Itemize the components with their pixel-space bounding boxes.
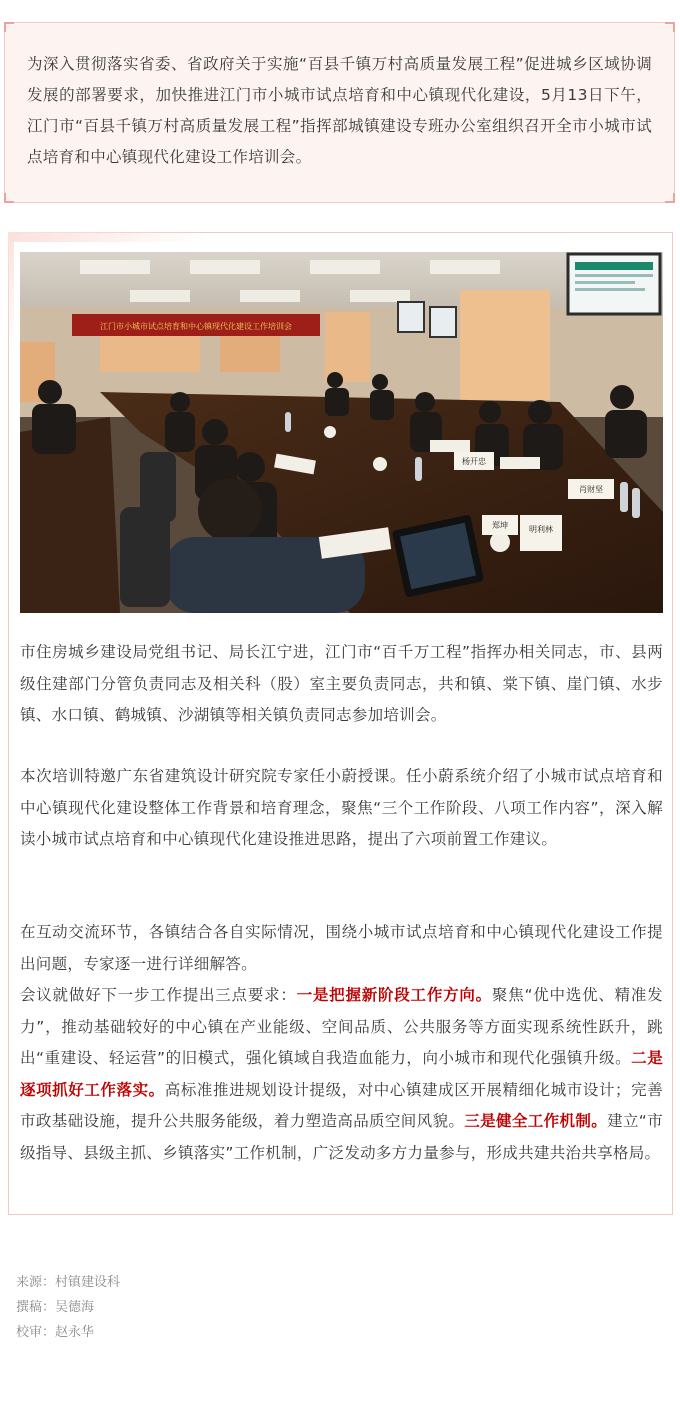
corner-ornament [4, 22, 14, 32]
requirement-3-heading: 三是健全工作机制。 [464, 1112, 608, 1130]
intro-paragraph: 为深入贯彻落实省委、省政府关于实施“百县千镇万村高质量发展工程”促进城乡区域协调发展的部署要求，加快推进江门市小城市试点培育和中心镇现代化建设，5月13日下午，江门市“百县千镇万村高质量发展工程”指挥部城镇建设专班办公室组织召开全市小城市试点培育和中心镇现代化建设工作培训会。 [27, 55, 652, 166]
article-paragraph-4 [20, 980, 663, 1169]
requirement-2-heading: 二是逐项抓好工作落实。 [20, 1049, 663, 1099]
requirement-2-text: 高标准推进规划设计提级，对中心镇建成区开展精细化城市设计；完善市政基础设施，提升公共服务能级，着力塑造高品质空间风貌。 [20, 1080, 664, 1130]
nameplate: 肖财坚 [579, 485, 603, 494]
credits [16, 1270, 120, 1345]
corner-ornament [665, 22, 675, 32]
requirement-1-heading: 一是把握新阶段工作方向。 [296, 986, 492, 1004]
requirement-1-text: 聚焦“优中选优、精准发力”，推动基础较好的中心镇在产业能级、空间品质、公共服务等方面实现系统性跃升，跳出“重建设、轻运营”的旧模式，强化镇域自我造血能力，向小城市和现代化强镇升级。 [20, 986, 663, 1067]
corner-ornament [4, 193, 14, 203]
article-paragraph-3: 在互动交流环节，各镇结合各自实际情况，围绕小城市试点培育和中心镇现代化建设工作提出问题，专家逐一进行详细解答。 [20, 923, 663, 973]
requirement-3-text: 建立“市级指导、县级主抓、乡镇落实”工作机制，广泛发动多方力量参与，形成共建共治共享格局。 [20, 1112, 664, 1162]
corner-ornament [665, 193, 675, 203]
credit-author: 撰稿：吴德海 [16, 1300, 95, 1315]
nameplate: 明利林 [529, 525, 553, 534]
nameplate: 郑坤 [492, 521, 508, 530]
credit-source: 来源：村镇建设科 [16, 1275, 121, 1290]
credit-reviewer: 校审：赵永华 [16, 1325, 95, 1340]
banner-text: 江门市小城市试点培育和中心镇现代化建设工作培训会 [100, 322, 292, 331]
corner-accent [8, 232, 14, 352]
nameplate: 杨开忠 [462, 457, 486, 466]
meeting-photo[interactable] [20, 252, 663, 613]
intro-box [4, 22, 675, 203]
requirements-intro: 会议就做好下一步工作提出三点要求： [20, 986, 297, 1004]
article-paragraph-2: 本次培训特邀广东省建筑设计研究院专家任小蔚授课。任小蔚系统介绍了小城市试点培育和中心镇现代化建设整体工作背景和培育理念，聚焦“三个工作阶段、八项工作内容”，深入解读小城市试点培育和中心镇现代化建设推进思路，提出了六项前置工作建议。 [20, 767, 663, 848]
corner-accent [8, 232, 208, 242]
article-paragraph-1: 市住房城乡建设局党组书记、局长江宁进，江门市“百千万工程”指挥办相关同志，市、县两级住建部门分管负责同志及相关科（股）室主要负责同志，共和镇、棠下镇、崖门镇、水步镇、水口镇、鹤城镇、沙湖镇等相关镇负责同志参加培训会。 [20, 643, 663, 724]
article-box [8, 232, 673, 1215]
